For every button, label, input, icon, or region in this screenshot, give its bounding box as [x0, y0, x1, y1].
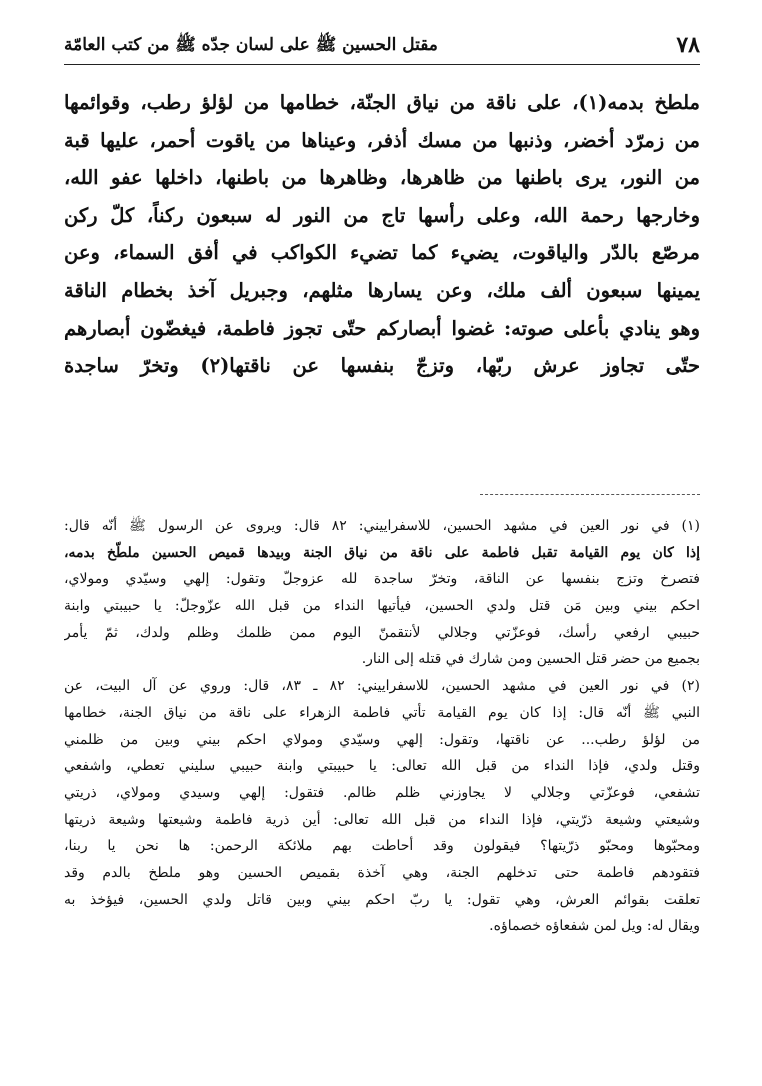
main-text-line: حتّى تجاوز عرش ربّها، وتزجّ بنفسها عن ناقتها(٢) وتخرّ ساجدة [64, 354, 700, 378]
header-rule [64, 64, 700, 65]
footnote-line: (١) في نور العين في مشهد الحسين، للاسفراييني: ٨٢ قال: ويروى عن الرسول ﷺ أنّه قال: [64, 518, 700, 534]
footnote-line: ومحبّوها ومحبّو ذرّيتها؟ فيقولون وقد أحاطت بهم ملائكة الرحمن: ها نحن يا ربنا، [64, 838, 700, 855]
footnote-line: النبي ﷺ أنّه قال: إذا كان يوم القيامة تأتي فاطمة الزهراء على ناقة من نياق الجنة، خطامها [64, 704, 700, 721]
footnote-line: بجميع من حضر قتل الحسين ومن شارك في قتله إلى النار. [361, 651, 700, 668]
footnote-line: احكم بيني وبين مَن قتل ولدي الحسين، فيأتيها النداء من قبل الله عزّوجلّ: يا حبيبتي وابنة [64, 598, 700, 615]
footnote-2 [64, 673, 700, 940]
running-header [64, 30, 700, 62]
page-number: ٧٨ [676, 32, 700, 58]
main-text-line: مرصّع بالدّر والياقوت، يضيء كما تضيء الكواكب في أفق السماء، وعن [64, 241, 700, 265]
footnote-line: إذا كان يوم القيامة تقبل فاطمة على ناقة من نياق الجنة وبيدها قميص الحسين ملطّخ بدمه، [64, 544, 700, 561]
main-text-line: من زمرّد أخضر، وذنبها من مسك أذفر، وعيناها من ياقوت أحمر، عليها قبة [64, 128, 700, 152]
footnote-line: وشيعتي وشيعة ذرّيتي، فإذا النداء من قبل الله تعالى: أين ذرية فاطمة وشيعتها وشيعة ذريتها [64, 811, 700, 828]
main-text-line: يمينها سبعون ألف ملك، وعن يسارها مثلهم، وجبريل آخذ بخطام الناقة [64, 278, 700, 302]
main-text-line: ملطخ بدمه(١)، على ناقة من نياق الجنّة، خطامها من لؤلؤ رطب، وقوائمها [64, 91, 700, 114]
footnote-line: حبيبي ارفعي رأسك، فوعزّتي وجلالي لأنتقمنّ اليوم ممن ظلمك وظلم ولدك، ثمّ يأمر [64, 624, 700, 641]
footnotes-block [64, 513, 700, 940]
footnote-separator [480, 494, 700, 495]
footnote-line: ويقال له: ويل لمن شفعاؤه خصماؤه. [489, 918, 700, 935]
footnote-1 [64, 513, 700, 673]
running-title: مقتل الحسين ﷺ على لسان جدّه ﷺ من كتب العامّة [64, 35, 438, 55]
footnote-line: فتقودهم فاطمة حتى تدخلهم الجنة، وهي آخذة بقميص الحسين وهو ملطخ بالدم وقد [64, 864, 700, 881]
footnote-line: تشفعي، فوعزّتي وجلالي لا يجاوزني ظلم ظالم. فتقول: إلهي وسيدي ومولاي، ذريتي [64, 784, 700, 801]
footnote-line: وقتل ولدي، فإذا النداء من قبل الله تعالى: يا حبيبتي وابنة حبيبي سليني تعطي، واشفعي [64, 758, 700, 775]
footnote-line: (٢) في نور العين في مشهد الحسين، للاسفراييني: ٨٢ ـ ٨٣، قال: وروي عن آل البيت، عن [64, 678, 700, 695]
footnote-line: فتصرخ وتزج بنفسها عن الناقة، وتخرّ ساجدة لله عزوجلّ وتقول: إلهي وسيّدي ومولاي، [64, 571, 700, 588]
main-text-line: وخارجها رحمة الله، وعلى رأسها تاج من النور له سبعون ركناً، كلّ ركن [64, 203, 700, 227]
main-text-line: من النور، يرى باطنها من ظاهرها، وظاهرها من باطنها، داخلها عفو الله، [64, 166, 700, 190]
main-text-block [64, 84, 700, 385]
footnote-line: تعلقت بقوائم العرش، وهي تقول: يا ربّ احكم بيني وبين قاتل ولدي الحسين، فيؤخذ به [64, 891, 700, 908]
footnote-line: من لؤلؤ رطب... عن ناقتها، وتقول: إلهي وسيّدي ومولاي احكم بيني وبين من ظلمني [64, 731, 700, 748]
main-text-line: وهو ينادي بأعلى صوته: غضوا أبصاركم حتّى تجوز فاطمة، فيغضّون أبصارهم [64, 316, 700, 340]
